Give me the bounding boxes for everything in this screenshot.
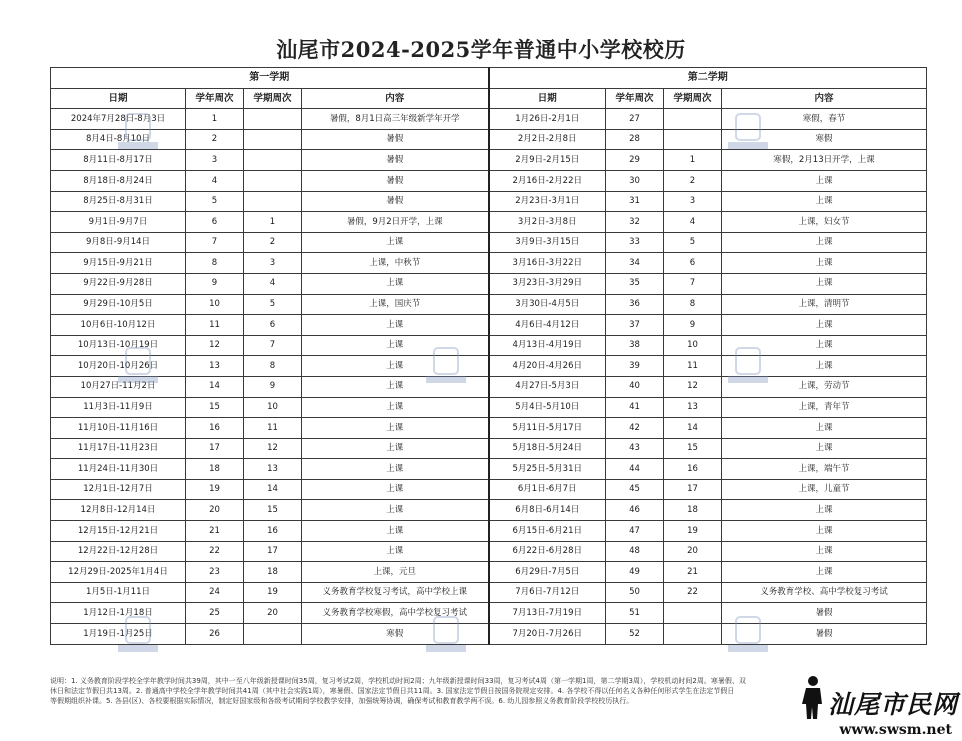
site-watermark [800,675,958,721]
school-week-cell: 3 [186,150,244,171]
school-week-cell: 14 [186,376,244,397]
table-row [51,418,927,439]
date-cell: 10月20日-10月26日 [51,356,186,377]
note-line: 等假期组织补课。5. 各县(区)、各校要根据实际情况，制定好国家级和各级考试期间学校教学安排，加强统筹协调，确保考试和教育教学两不误。6. 幼儿园参照义务教育阶段学校校历执行。 [50,697,634,705]
date-cell: 10月13日-10月19日 [51,335,186,356]
term-week-cell: 4 [664,212,722,233]
content-cell: 上课，端午节 [722,459,927,480]
content-cell: 上课 [722,500,927,521]
term-week-cell [244,129,302,150]
content-cell: 上课 [302,438,489,459]
content-cell: 上课 [722,356,927,377]
term-week-cell: 9 [664,315,722,336]
date-cell: 8月18日-8月24日 [51,170,186,191]
date-cell: 12月8日-12月14日 [51,500,186,521]
term-week-cell: 10 [664,335,722,356]
content-cell: 暑假 [722,624,927,645]
date-cell: 2月9日-2月15日 [489,150,606,171]
school-week-cell: 28 [606,129,664,150]
content-cell: 上课，劳动节 [722,376,927,397]
second-semester-header: 第二学期 [489,68,927,89]
watermark-stamp-icon [420,346,472,386]
content-cell: 暑假 [722,603,927,624]
first-semester-header: 第一学期 [51,68,489,89]
watermark-stamp-icon [112,112,164,152]
watermark-stamp-icon [722,615,774,655]
school-week-cell: 49 [606,562,664,583]
content-cell: 上课 [302,376,489,397]
term-week-cell: 19 [244,582,302,603]
table-row [51,603,927,624]
person-silhouette-icon [800,675,826,721]
content-cell: 寒假 [722,129,927,150]
school-week-cell: 13 [186,356,244,377]
term-week-cell: 19 [664,521,722,542]
table-row [51,521,927,542]
date-cell: 5月11日-5月17日 [489,418,606,439]
date-cell: 11月17日-11月23日 [51,438,186,459]
date-cell: 9月1日-9月7日 [51,212,186,233]
content-cell: 上课，儿童节 [722,479,927,500]
school-week-cell: 26 [186,624,244,645]
content-cell: 上课 [722,253,927,274]
date-cell: 7月20日-7月26日 [489,624,606,645]
table-row [51,624,927,645]
table-row [51,500,927,521]
content-cell: 义务教育学校寒假，高中学校复习考试 [302,603,489,624]
content-cell: 上课 [302,541,489,562]
term-week-cell: 2 [244,232,302,253]
table-row [51,376,927,397]
date-cell: 3月23日-3月29日 [489,273,606,294]
school-week-cell: 15 [186,397,244,418]
content-cell: 上课 [722,541,927,562]
term-week-cell: 18 [244,562,302,583]
content-cell: 上课 [722,418,927,439]
term-week-cell [664,603,722,624]
term-week-cell: 7 [244,335,302,356]
school-week-cell: 33 [606,232,664,253]
term-week-cell: 2 [664,170,722,191]
school-week-cell: 9 [186,273,244,294]
content-cell: 上课，清明节 [722,294,927,315]
school-week-cell: 52 [606,624,664,645]
content-cell: 上课 [302,273,489,294]
date-cell: 2月2日-2月8日 [489,129,606,150]
school-week-cell: 25 [186,603,244,624]
school-week-cell: 19 [186,479,244,500]
content-cell: 上课 [302,315,489,336]
term-week-cell: 14 [664,418,722,439]
term-week-cell [244,191,302,212]
date-cell: 10月27日-11月2日 [51,376,186,397]
content-cell: 上课 [722,170,927,191]
notes [50,676,926,706]
content-cell: 义务教育学校复习考试，高中学校上课 [302,582,489,603]
term-week-cell: 20 [664,541,722,562]
page-title: 汕尾市2024-2025学年普通中小学校校历 [276,37,686,62]
school-week-cell: 4 [186,170,244,191]
content-cell: 上课 [722,273,927,294]
table-row [51,315,927,336]
col-header-content: 内容 [722,88,927,109]
content-cell: 上课，中秋节 [302,253,489,274]
school-week-cell: 37 [606,315,664,336]
date-cell: 9月22日-9月28日 [51,273,186,294]
date-cell: 11月3日-11月9日 [51,397,186,418]
table-row [51,191,927,212]
term-week-cell [664,624,722,645]
school-week-cell: 2 [186,129,244,150]
table-row [51,212,927,233]
term-week-cell: 15 [244,500,302,521]
term-week-cell: 16 [664,459,722,480]
date-cell: 11月24日-11月30日 [51,459,186,480]
table-row [51,479,927,500]
term-week-cell: 7 [664,273,722,294]
col-header-school-week: 学年周次 [186,88,244,109]
content-cell: 上课 [302,232,489,253]
content-cell: 上课 [722,232,927,253]
date-cell: 12月1日-12月7日 [51,479,186,500]
term-week-cell: 9 [244,376,302,397]
date-cell: 4月6日-4月12日 [489,315,606,336]
term-week-cell: 17 [244,541,302,562]
date-cell: 6月22日-6月28日 [489,541,606,562]
date-cell: 8月25日-8月31日 [51,191,186,212]
watermark-stamp-icon [112,346,164,386]
table-row [51,253,927,274]
col-header-school-week: 学年周次 [606,88,664,109]
term-week-cell: 18 [664,500,722,521]
content-cell: 寒假，2月13日开学，上课 [722,150,927,171]
term-week-cell: 3 [664,191,722,212]
date-cell: 8月4日-8月10日 [51,129,186,150]
date-cell: 2月16日-2月22日 [489,170,606,191]
content-cell: 上课，妇女节 [722,212,927,233]
col-header-term-week: 学期周次 [664,88,722,109]
date-cell: 7月6日-7月12日 [489,582,606,603]
date-cell: 12月22日-12月28日 [51,541,186,562]
term-week-cell: 3 [244,253,302,274]
table-row [51,335,927,356]
date-cell: 1月5日-1月11日 [51,582,186,603]
school-week-cell: 23 [186,562,244,583]
term-week-cell: 1 [244,212,302,233]
table-row [51,109,927,130]
site-url: www.swsm.net [839,722,952,738]
col-header-date: 日期 [489,88,606,109]
school-week-cell: 30 [606,170,664,191]
school-week-cell: 47 [606,521,664,542]
date-cell: 4月20日-4月26日 [489,356,606,377]
school-week-cell: 18 [186,459,244,480]
term-week-cell: 13 [664,397,722,418]
school-calendar-table [50,67,927,645]
school-week-cell: 43 [606,438,664,459]
term-week-cell [664,109,722,130]
content-cell: 上课 [722,521,927,542]
content-cell: 暑假，8月1日高三年级新学年开学 [302,109,489,130]
term-week-cell: 11 [664,356,722,377]
date-cell: 5月18日-5月24日 [489,438,606,459]
content-cell: 义务教育学校、高中学校复习考试 [722,582,927,603]
school-week-cell: 11 [186,315,244,336]
content-cell: 上课 [722,335,927,356]
term-week-cell [244,150,302,171]
content-cell: 暑假 [302,150,489,171]
table-row [51,150,927,171]
table-row [51,397,927,418]
term-week-cell: 5 [664,232,722,253]
content-cell: 上课 [722,315,927,336]
school-week-cell: 38 [606,335,664,356]
date-cell: 10月6日-10月12日 [51,315,186,336]
date-cell: 6月29日-7月5日 [489,562,606,583]
school-week-cell: 35 [606,273,664,294]
date-cell: 6月1日-6月7日 [489,479,606,500]
term-week-cell: 10 [244,397,302,418]
school-week-cell: 51 [606,603,664,624]
content-cell: 上课，元旦 [302,562,489,583]
school-week-cell: 5 [186,191,244,212]
date-cell: 1月12日-1月18日 [51,603,186,624]
term-week-cell: 8 [664,294,722,315]
school-week-cell: 32 [606,212,664,233]
table-row [51,459,927,480]
note-line: 休日和法定节假日共13周。2. 普通高中学校全学年教学时间共41周（其中社会实践1周），寒暑假、国家法定节假日共11周。3. 国家法定节假日按国务院规定安排。4. 各学校不得以任何名义各种任何形式学生在法定节假日 [50,687,735,695]
date-cell: 12月15日-12月21日 [51,521,186,542]
school-week-cell: 10 [186,294,244,315]
col-header-term-week: 学期周次 [244,88,302,109]
date-cell: 12月29日-2025年1月4日 [51,562,186,583]
school-week-cell: 12 [186,335,244,356]
term-week-cell [664,129,722,150]
school-week-cell: 8 [186,253,244,274]
term-week-cell: 22 [664,582,722,603]
school-week-cell: 17 [186,438,244,459]
term-week-cell: 15 [664,438,722,459]
date-cell: 8月11日-8月17日 [51,150,186,171]
school-week-cell: 50 [606,582,664,603]
date-cell: 3月30日-4月5日 [489,294,606,315]
school-week-cell: 29 [606,150,664,171]
content-cell: 暑假 [302,191,489,212]
term-week-cell [244,624,302,645]
table-row [51,356,927,377]
school-week-cell: 40 [606,376,664,397]
term-week-cell [244,170,302,191]
term-week-cell: 21 [664,562,722,583]
content-cell: 寒假 [302,624,489,645]
date-cell: 1月19日-1月25日 [51,624,186,645]
content-cell: 上课 [302,397,489,418]
date-cell: 1月26日-2月1日 [489,109,606,130]
school-week-cell: 22 [186,541,244,562]
content-cell: 上课 [302,500,489,521]
content-cell: 上课 [722,191,927,212]
watermark-stamp-icon [420,615,472,655]
school-week-cell: 7 [186,232,244,253]
content-cell: 上课 [302,459,489,480]
site-name: 汕尾市民网 [827,690,958,719]
content-cell: 上课 [302,479,489,500]
content-cell: 寒假，春节 [722,109,927,130]
term-week-cell: 13 [244,459,302,480]
date-cell: 9月15日-9月21日 [51,253,186,274]
table-row [51,273,927,294]
term-week-cell: 4 [244,273,302,294]
content-cell: 上课，青年节 [722,397,927,418]
school-week-cell: 1 [186,109,244,130]
date-cell: 2月23日-3月1日 [489,191,606,212]
school-week-cell: 34 [606,253,664,274]
content-cell: 上课 [302,335,489,356]
school-week-cell: 24 [186,582,244,603]
content-cell: 上课 [302,521,489,542]
school-week-cell: 48 [606,541,664,562]
school-week-cell: 27 [606,109,664,130]
content-cell: 上课 [302,418,489,439]
note-line: 说明：1. 义务教育阶段学校全学年教学时间共39周，其中一至八年级新授课时间35周，复习考试2周，学校机动时间2周；九年级新授课时间33周，复习考试4周（第一学期1周，第二学期3周），学校机动时间2周。寒暑假、双 [50,677,746,685]
school-week-cell: 36 [606,294,664,315]
term-week-cell: 11 [244,418,302,439]
date-cell: 9月8日-9月14日 [51,232,186,253]
watermark-stamp-icon [722,346,774,386]
content-cell: 暑假，9月2日开学，上课 [302,212,489,233]
date-cell: 3月2日-3月8日 [489,212,606,233]
table-row [51,294,927,315]
term-week-cell: 17 [664,479,722,500]
date-cell: 6月8日-6月14日 [489,500,606,521]
content-cell: 暑假 [302,170,489,191]
date-cell: 5月25日-5月31日 [489,459,606,480]
table-row [51,129,927,150]
term-week-cell: 6 [244,315,302,336]
watermark-stamp-icon [112,615,164,655]
date-cell: 4月27日-5月3日 [489,376,606,397]
school-week-cell: 21 [186,521,244,542]
table-row [51,232,927,253]
date-cell: 4月13日-4月19日 [489,335,606,356]
table-row [51,562,927,583]
table-row [51,438,927,459]
content-cell: 暑假 [302,129,489,150]
content-cell: 上课 [722,438,927,459]
school-week-cell: 16 [186,418,244,439]
school-week-cell: 46 [606,500,664,521]
table-row [51,541,927,562]
school-week-cell: 39 [606,356,664,377]
content-cell: 上课，国庆节 [302,294,489,315]
term-week-cell: 6 [664,253,722,274]
term-week-cell: 5 [244,294,302,315]
term-week-cell: 20 [244,603,302,624]
school-week-cell: 6 [186,212,244,233]
date-cell: 6月15日-6月21日 [489,521,606,542]
col-header-content: 内容 [302,88,489,109]
school-week-cell: 31 [606,191,664,212]
col-header-date: 日期 [51,88,186,109]
date-cell: 3月9日-3月15日 [489,232,606,253]
content-cell: 上课 [302,356,489,377]
school-week-cell: 20 [186,500,244,521]
content-cell: 上课 [722,562,927,583]
date-cell: 5月4日-5月10日 [489,397,606,418]
school-week-cell: 44 [606,459,664,480]
term-week-cell: 1 [664,150,722,171]
school-week-cell: 41 [606,397,664,418]
date-cell: 7月13日-7月19日 [489,603,606,624]
term-week-cell: 8 [244,356,302,377]
term-week-cell: 14 [244,479,302,500]
table-row [51,582,927,603]
school-week-cell: 45 [606,479,664,500]
date-cell: 11月10日-11月16日 [51,418,186,439]
term-week-cell: 16 [244,521,302,542]
school-week-cell: 42 [606,418,664,439]
watermark-stamp-icon [722,112,774,152]
term-week-cell: 12 [244,438,302,459]
date-cell: 2024年7月28日-8月3日 [51,109,186,130]
term-week-cell [244,109,302,130]
calendar-body [51,109,927,644]
date-cell: 9月29日-10月5日 [51,294,186,315]
date-cell: 3月16日-3月22日 [489,253,606,274]
term-week-cell: 12 [664,376,722,397]
table-row [51,170,927,191]
